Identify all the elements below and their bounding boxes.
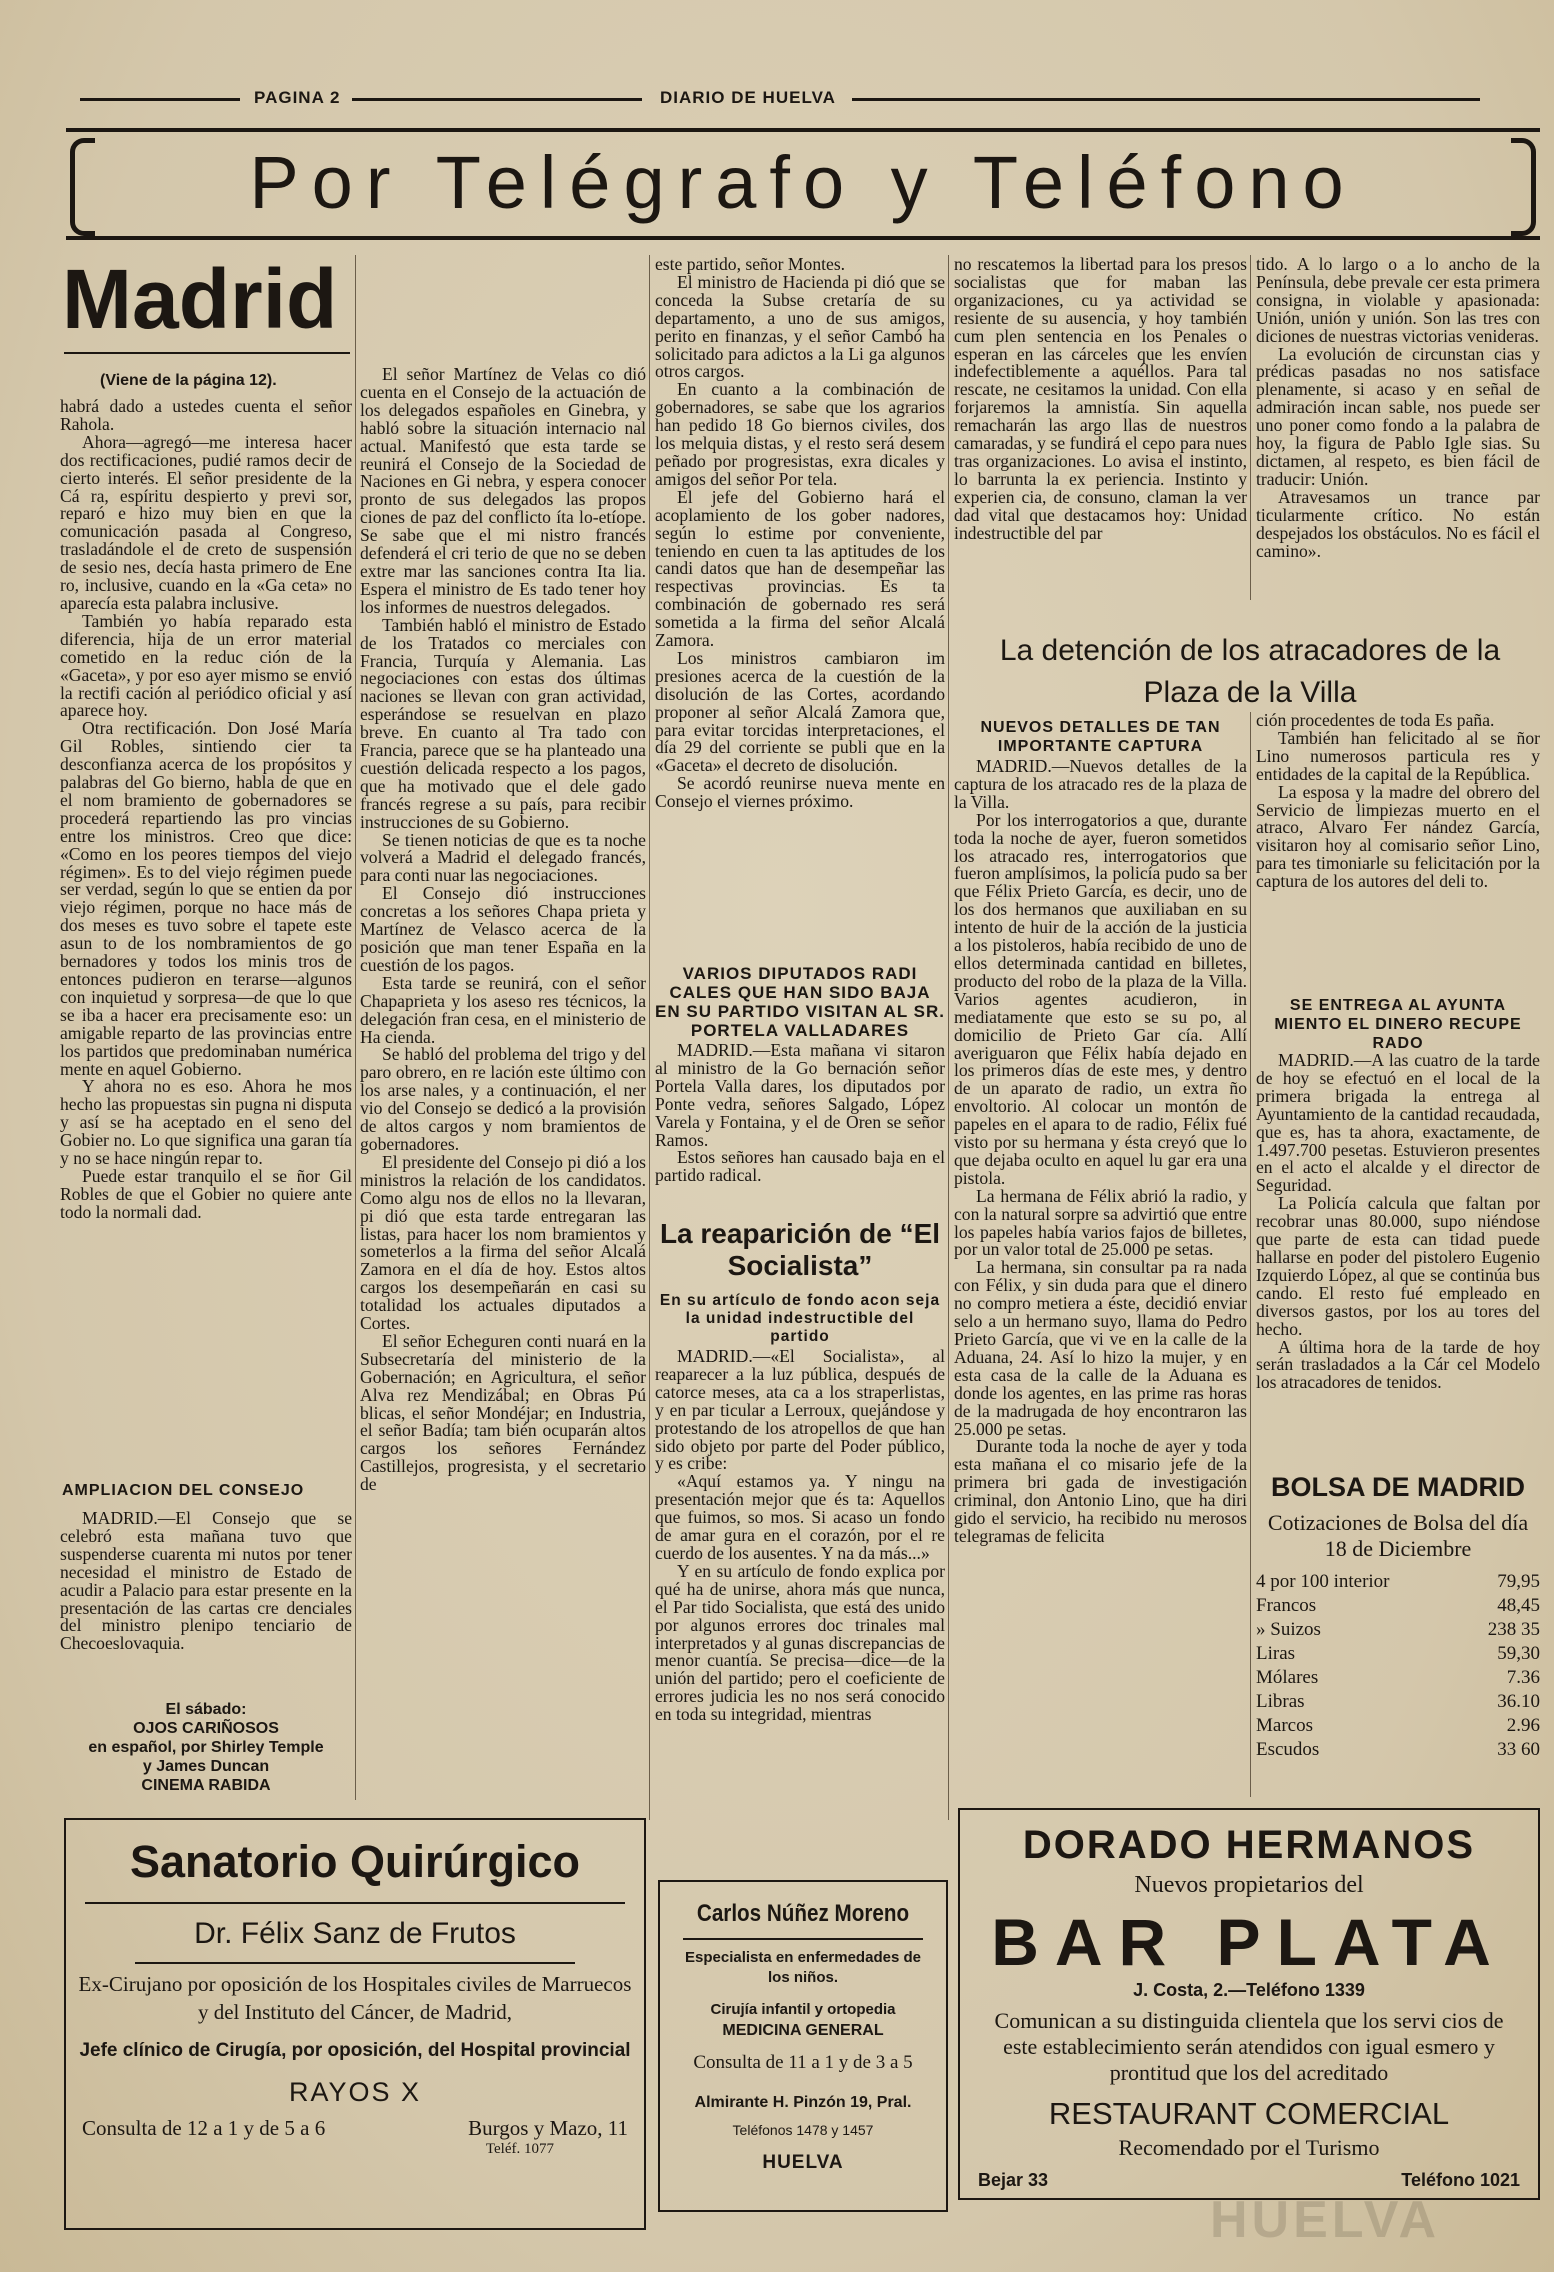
bolsa-row-label: Escudos <box>1256 1739 1320 1760</box>
ad-carlos-consulta: Consulta de 11 a 1 y de 3 a 5 <box>693 2052 913 2073</box>
ad-sanatorio-title: Sanatorio Quirúrgico <box>129 1836 581 1887</box>
ad-sanatorio-jefe: Jefe clínico de Cirugía, por oposición, del Hospital provincial <box>79 2040 631 2061</box>
ad-sanatorio-footer <box>66 2110 644 2141</box>
paragraph: Se habló del problema del trigo y del paro obrero, en re lación este último con los arse nales, y a continuación, el ner vio del Consejo se dedicó a la provisión de altos cargos y nom bramientos de gobernadores. <box>360 1044 646 1154</box>
column-separator <box>649 255 650 1820</box>
paragraph: Esta tarde se reunirá, con el señor Chapaprieta y los aseso res técnicos, la delegación fran cesa, en el ministerio de Ha cienda. <box>360 972 646 1047</box>
atracadores-column-6b <box>1256 1052 1540 1454</box>
paragraph: MADRID.—Esta mañana vi sitaron al ministro de la Go bernación señor Portela Valla dares, los diputados por Ponte vedra, señores Salgado, López Varela y Fontaina, y el de Oren se señor Ramos. <box>655 1042 945 1150</box>
bolsa-row-value: 33 60 <box>1497 1739 1540 1760</box>
bolsa-subtitle: Cotizaciones de Bolsa del día 18 de Diciembre <box>1267 1510 1529 1561</box>
bolsa-row <box>1256 1690 1540 1714</box>
paragraph: MADRID.—«El Socialista», al reaparecer a la luz pública, después de catorce meses, ata ca a los straperlistas, y en par ticular a Lerroux, quejándose y protestando de los atropellos de que han sido objeto por parte del Poder público, y es cribe: <box>655 1348 945 1474</box>
bolsa-row <box>1256 1618 1540 1642</box>
atracadores-column-5 <box>954 758 1247 1804</box>
paragraph: El jefe del Gobierno hará el acoplamiento de los gober nadores, según lo estime por conveniente, teniendo en cuen ta las aptitudes de los candi datos que han de desempeñar las respectivas provincias. Es ta combinación de gobernado res será sometida a la firma del señor Alcalá Zamora. <box>655 486 945 651</box>
socialista-subhead: En su artículo de fondo acon seja la unidad indestructible del partido <box>659 1292 941 1345</box>
bolsa-row-label: Mólares <box>1256 1667 1319 1688</box>
bolsa-section <box>1256 1470 1540 1762</box>
divider <box>135 1962 575 1964</box>
ad-dorado-bejar: Bejar 33 <box>978 2170 1049 2190</box>
paragraph: ción procedentes de toda Es paña. <box>1256 712 1495 730</box>
bolsa-row-label: » Suizos <box>1256 1619 1321 1640</box>
bolsa-row-value: 79,95 <box>1497 1571 1540 1592</box>
bolsa-row <box>1256 1738 1540 1762</box>
paragraph: También yo había reparado esta diferencia, hija de un error material cometido en la reduc ción de la «Gaceta», y por eso ayer mismo se envió la rectifi cación al periódico oficial y así aparece hoy. <box>60 610 352 721</box>
ad-dorado <box>958 1808 1540 2200</box>
bolsa-row-label: Marcos <box>1256 1715 1313 1736</box>
socialista-body <box>655 1348 945 1860</box>
bolsa-row-value: 2.96 <box>1506 1715 1540 1736</box>
divider <box>85 1902 625 1904</box>
paragraph: La Policía calcula que faltan por recobrar unas 80.000, supo niéndose que parte de esta can tidad puede hallarse en poder del pistolero Eugenio Izquierdo López, al que se continúa bus cando. El resto fué empleado en diversos gastos, por los au tores del hecho. <box>1256 1193 1540 1339</box>
paragraph: Otra rectificación. Don José María Gil Robles, sintiendo cier ta desconfianza acerca de los propósitos y palabras del Go bierno, habla de que en el nom bramiento de gobernadores se procederá repartiendo las pro vincias entre los ministros. Creo que dice: «Como en los peores tiempos del viejo régimen». Es to del viejo régimen puede ser verdad, según lo que se entien da por viejo régimen, porque no hace más de dos meses es tuvo sobre el tapete este asun to de los nombramientos de go bernadores y todos los minis tros de entonces pudieron en terarse—algunos con inquietud y sorpresa—de que lo que se iba a hacer era precisamente eso: un amigable reparto de las provincias entre los partidos que predominaban numérica mente en aquel Gobierno. <box>60 718 352 1079</box>
ad-dorado-addr: J. Costa, 2.—Teléfono 1339 <box>1133 1980 1365 2000</box>
socialista-column-6 <box>1256 256 1540 616</box>
paragraph: tido. A lo largo o a lo ancho de la Península, debe prevale cer esta primera consigna, in violable y apasionada: Unión, unión y unión. Son las tres con diciones de nuestras victorias venideras. <box>1256 256 1540 346</box>
paragraph: MADRID.—Nuevos detalles de la captura de los atracado res de la plaza de la Villa. <box>954 758 1247 812</box>
paragraph: El Consejo dió instrucciones concretas a los señores Chapa prieta y Martínez de Velasco acerca de la posición que man tener España en la cuestión de los pagos. <box>360 883 646 975</box>
paragraph: Y ahora no es eso. Ahora he mos hecho las propuestas sin pugna ni disputa y así se ha aceptado en el seno del Gobier no. Lo que significa una garan tía y no se hace ningún repar to. <box>60 1076 352 1169</box>
bolsa-title: BOLSA DE MADRID <box>1271 1472 1525 1502</box>
diputados-body <box>655 1042 945 1214</box>
ad-carlos-cir: Cirujía infantil y ortopedia <box>710 2001 896 2018</box>
paragraph: Durante toda la noche de ayer y toda esta mañana el co misario jefe de la primera bri gada de investigación criminal, don Antonio Lino, que ha diri gido el servicio, ha recibido nu merosos telegramas de felicita <box>954 1436 1247 1546</box>
paragraph: Se tienen noticias de que es ta noche volverá a Madrid el delegado francés, para conti nuar las negociaciones. <box>360 829 646 886</box>
ad-carlos-name: Carlos Núñez Moreno <box>696 1900 910 1927</box>
section-banner <box>66 128 1540 240</box>
bolsa-row-label: 4 por 100 interior <box>1256 1571 1390 1592</box>
bolsa-row-value: 7.36 <box>1506 1667 1540 1688</box>
paragraph: Atravesamos un trance par ticularmente crítico. No están despejados los obstáculos. No es fácil el camino». <box>1256 486 1540 561</box>
column-separator <box>1250 255 1251 600</box>
cinema-line: El sábado: <box>165 1701 247 1718</box>
paragraph: Estos señores han causado baja en el partido radical. <box>655 1147 945 1186</box>
ad-sanatorio <box>64 1818 646 2230</box>
bolsa-row-label: Liras <box>1256 1643 1296 1664</box>
paragraph: El señor Echeguren conti nuará en la Subsecretaría del ministerio de la Gobernación; en Agricultura, el señor Alva rez Mendizábal; en Obras Pú blicas, el señor Mondéjar; en Industria, el señor Badía; tam bién ocuparán altos cargos los señores Fernández Castillejos, progresista, y el secretario de <box>360 1330 646 1495</box>
ad-dorado-text: Comunican a su distinguida clientela que los servi cios de este establecimiento serán atendidos con igual esmero y prontitud que los del acreditado <box>994 2008 1504 2085</box>
ad-carlos-med: MEDICINA GENERAL <box>722 2022 884 2039</box>
section-title: Por Telégrafo y Teléfono <box>249 141 1357 224</box>
paragraph: MADRID.—A las cuatro de la tarde de hoy se efectuó en el local de la primera brigada la entrega al Ayuntamiento de la cantidad recaudada, que es, has ta ahora, exactamente, de 1.497.700 pesetas. Estuvieron presentes en el acto el alcalde y el director de Seguridad. <box>1256 1052 1540 1196</box>
column-separator <box>355 255 356 1800</box>
brace-right-icon <box>1511 138 1536 236</box>
paragraph: La esposa y la madre del obrero del Servicio de limpiezas muerto en el atraco, Alvaro Fer nández García, visitaron hoy al comisario señor Lino, para tes timoniarle su felicitación por la captura de los autores del deli to. <box>1256 781 1540 892</box>
cinema-line: OJOS CARIÑOSOS <box>133 1720 279 1737</box>
bolsa-row-value: 36.10 <box>1497 1691 1540 1712</box>
ad-carlos-tel: Teléfonos 1478 y 1457 <box>732 2122 874 2138</box>
bolsa-row <box>1256 1594 1540 1618</box>
paragraph: El ministro de Hacienda pi dió que se conceda la Subse cretaría de su departamento, a uno de sus amigos, perito en finanzas, y el señor Cambó ha solicitado para adictos a la Li ga algunos otros cargos. <box>655 271 945 382</box>
bolsa-row-label: Libras <box>1256 1691 1305 1712</box>
paragraph: MADRID.—El Consejo que se celebró esta mañana tuvo que suspenderse cuarenta mi nutos por tener necesidad el ministro de Estado de acudir a Palacio para estar presente en la presentación de las cartas cre denciales del ministro plenipo tenciario de Checoeslovaquia. <box>60 1510 352 1654</box>
ad-dorado-footer <box>960 2162 1538 2191</box>
madrid-column-3 <box>655 256 945 952</box>
paragraph: En cuanto a la combinación de gobernadores, se sabe que los agrarios han pedido 18 Go biernos civiles, dos los melquia distas, y el resto será desem peñado por progresistas, exra dicales y amigos del señor Por tela. <box>655 379 945 489</box>
ad-carlos-esp: Especialista en enfermedades de los niños. <box>685 1949 921 1986</box>
paragraph: La hermana, sin consultar pa ra nada con Félix, y sin duda para que el dinero no compro metiera a éste, decidió enviar selo a un hermano suyo, llama do Pedro Prieto García, que vi ve en la calle de la Aduana, 24. Así lo hizo la mujer, y en esta casa de la calle de la Aduana es donde los agentes, en las prime ras horas de la madrugada de hoy encontraron las 25.000 pe setas. <box>954 1257 1247 1439</box>
ad-carlos <box>658 1880 948 2212</box>
ad-dorado-title: DORADO HERMANOS <box>1022 1823 1476 1867</box>
madrid-column-2 <box>360 366 646 1796</box>
paragraph: La hermana de Félix abrió la radio, y con la natural sorpre sa advirtió que entre los papeles había varios fajos de billetes, por un valor total de 25.000 pe setas. <box>954 1185 1247 1260</box>
ad-carlos-city: HUELVA <box>762 2152 844 2173</box>
archive-watermark: HUELVA <box>1210 2191 1441 2249</box>
cinema-line: y James Duncan <box>142 1758 270 1775</box>
atracadores-column-6 <box>1256 712 1540 984</box>
ad-dorado-rec: Recomendado por el Turismo <box>1118 2135 1380 2160</box>
diputados-headline: VARIOS DIPUTADOS RADI CALES QUE HAN SIDO BAJA EN SU PARTIDO VISITAN AL SR. PORTELA VALLADARES <box>655 964 945 1040</box>
paragraph: «Aquí estamos ya. Y ningu na presentación mejor que és ta: Aquellos que fuimos, so mos. Si acaso un fondo de amar gura en el corazón, por el re cuerdo de los ausentes. Y na da más...» <box>655 1471 945 1563</box>
bolsa-row <box>1256 1714 1540 1738</box>
ad-carlos-dir: Almirante H. Pinzón 19, Pral. <box>694 2094 912 2111</box>
ad-sanatorio-doctor: Dr. Félix Sanz de Frutos <box>194 1917 516 1950</box>
paragraph: Y en su artículo de fondo explica por qué ha de unirse, ahora más que nunca, el Par tido Socialista, que está des unido por algunos errores doc trinales mal interpretados y al gunas discrepancias de menor cuantía. Se precisa—dice—de la unión del partido; pero el coeficiente de errores judicia les no nos será conocido en toda su integridad, mientras <box>655 1560 945 1725</box>
header-rule-left <box>80 98 240 101</box>
madrid-headline: Madrid <box>62 252 338 346</box>
paragraph: La evolución de circunstan cias y prédicas pasadas no nos satisface plenamente, si acaso y en señal de admiración incan sable, nos puede ser uno poner como fondo a la palabra de hoy, la figura de Pablo Igle sias. Su dictamen, al respeto, es bien fácil de traducir: Unión. <box>1256 343 1540 489</box>
socialista-headline: La reaparición de “El Socialista” <box>659 1218 941 1281</box>
divider <box>683 1938 923 1940</box>
paragraph: Se acordó reunirse nueva mente en Consejo el viernes próximo. <box>655 773 945 812</box>
madrid-column-1 <box>60 398 352 1476</box>
socialista-column-5 <box>954 256 1247 616</box>
ad-sanatorio-desc: Ex-Cirujano por oposición de los Hospitales civiles de Marruecos y del Instituto del Cáncer, de Madrid, <box>78 1972 632 2024</box>
ad-sanatorio-direccion: Burgos y Mazo, 11 <box>468 2116 628 2140</box>
bolsa-row-label: Francos <box>1256 1595 1317 1616</box>
cinema-line: CINEMA RABIDA <box>141 1777 271 1794</box>
header-rule-mid <box>352 98 642 101</box>
subhead-ampliacion: AMPLIACION DEL CONSEJO <box>62 1482 305 1499</box>
paragraph: este partido, señor Montes. <box>655 256 846 274</box>
bolsa-table <box>1256 1570 1540 1762</box>
header-rule-right <box>852 98 1480 101</box>
continued-note: (Viene de la página 12). <box>100 372 277 389</box>
cinema-line: en español, por Shirley Temple <box>88 1739 324 1756</box>
paragraph: El señor Martínez de Velas co dió cuenta en el Consejo de la actuación de los delegados españoles en Ginebra, y habló sobre la situación internacio nal actual. Manifestó que esta tarde se reunirá el Consejo de la Sociedad de Naciones en Gi nebra, y espera conocer pronto de sus delegados las propos ciones de paz del conflicto íta lo-etíope. Se sabe que el mi nistro francés defenderá el cri terio de que no se deben extre mar las sanciones contra Ita lia. Espera el ministro de Es tado tener hoy los informes de nuestros delegados. <box>360 366 646 617</box>
ad-sanatorio-telef: Teléf. 1077 <box>485 2141 554 2157</box>
paragraph: A última hora de la tarde de hoy serán trasladados a la Cár cel Modelo los atracadores de tenidos. <box>1256 1336 1540 1393</box>
paragraph: El presidente del Consejo pi dió a los ministros la relación de los candidatos. Como algu nos de ellos no la llevaran, pi dió que esta tarde entregaran las listas, para hacer los nom bramientos y someterlos a la firma del señor Alcalá Zamora en el día de hoy. Estos altos cargos los desempeñarán en casi su totalidad los actuales diputados a Cortes. <box>360 1151 646 1334</box>
paragraph: habrá dado a ustedes cuenta el señor Rahola. <box>60 398 352 434</box>
bolsa-row <box>1256 1570 1540 1594</box>
bolsa-row-value: 48,45 <box>1497 1595 1540 1616</box>
atracadores-kicker-2: SE ENTREGA AL AYUNTA MIENTO EL DINERO RECUPE RADO <box>1274 997 1522 1052</box>
paragraph: También habló el ministro de Estado de los Tratados co merciales con Francia, Turquía y Alemania. Las negociaciones con estas dos últimas naciones se llevan con gran actividad, esperándose se resuelvan en plazo breve. En cuanto al Tra tado con Francia, parece que se ha planteado una cuestión delicada respecto a los pagos, que ha motivado que el dele gado francés regrese a su país, para recibir instrucciones de su Gobierno. <box>360 614 646 832</box>
paragraph: no rescatemos la libertad para los presos socialistas que for maban las organizaciones, cu ya actividad se resiente de su ausencia, y hoy también cum plen sentencia en los Penales o esperan en las cárceles que les envíen indefectiblemente a aquéllos. Para tal rescate, ne cesitamos la unidad. Con ella forjaremos la amnistía. Sin aquella remacharán las argo llas de nuestros camaradas, y se fundirá el cepo para nues tras organizaciones. Lo avisa el instinto, lo barrunta la ex periencia. Instinto y experien cia, de consuno, claman la ver dad vital que destacamos hoy: Unidad indestructible del par <box>954 256 1247 543</box>
ad-sanatorio-rayos: RAYOS X <box>288 2077 422 2107</box>
ad-dorado-sub: Nuevos propietarios del <box>1134 1872 1364 1898</box>
headline-underline <box>64 352 350 354</box>
atracadores-headline: La detención de los atracadores de la Plaza de la Villa <box>999 634 1501 709</box>
paper-name: DIARIO DE HUELVA <box>660 88 836 107</box>
paragraph: Por los interrogatorios a que, durante toda la noche de ayer, fueron sometidos los atracado res, interrogatorios que fueron amplísimos, la policía pudo sa ber que Félix Prieto García, es decir, uno de los dos hermanos que auxiliaban en su intento de huir de la acción de la justicia a los pistoleros, había recibido de uno de ellos determinada cantidad en billetes, producto del robo de la plaza de la Villa. Varios agentes acudieron, in mediatamente que esto se su po, al domicilio de Prieto Gar cía. Allí averiguaron que Félix había dejado en los primeros días de este mes, y dentro de un aparato de radio, un extra ño envoltorio. Al colocar un montón de papeles en el apara to de radio, Félix fué visto por su hermana y ésta creyó que lo que dejaba oculto en aquel lu gar era una pistola. <box>954 809 1247 1188</box>
ad-dorado-rest: RESTAURANT COMERCIAL <box>1048 2096 1450 2131</box>
ad-dorado-tel: Teléfono 1021 <box>1401 2170 1520 2190</box>
ad-sanatorio-consulta: Consulta de 12 a 1 y de 5 a 6 <box>82 2116 326 2140</box>
paragraph: Los ministros cambiaron im presiones acerca de la cuestión de la disolución de las Cortes, acordando proponer al señor Alcalá Zamora que, para evitar torcidas interpretaciones, el día 29 del corriente se publi que en la «Gaceta» el decreto de disolución. <box>655 647 945 776</box>
column-separator <box>1250 712 1251 1797</box>
bolsa-row <box>1256 1666 1540 1690</box>
paragraph: También han felicitado al se ñor Lino numerosos particula res y entidades de la capital de la República. <box>1256 727 1540 784</box>
page-number: PAGINA 2 <box>254 88 341 107</box>
bolsa-row <box>1256 1642 1540 1666</box>
column-separator <box>948 255 949 1820</box>
madrid-column-1b <box>60 1510 352 1675</box>
bolsa-row-value: 59,30 <box>1497 1643 1540 1664</box>
cinema-notice <box>60 1700 352 1795</box>
ad-dorado-bar: BAR PLATA <box>991 1905 1507 1979</box>
bolsa-row-value: 238 35 <box>1487 1619 1540 1640</box>
atracadores-kicker: NUEVOS DETALLES DE TAN IMPORTANTE CAPTURA <box>980 719 1221 755</box>
paragraph: Ahora—agregó—me interesa hacer dos rectificaciones, pudié ramos decir de cierto interés. El señor presidente de la Cá ra, espíritu despierto y previ sor, reparó e hizo muy bien en que la comunicación pasada al Congreso, trasladándole el de creto de suspensión de sesio nes, decía hasta primero de Ene ro, inclusive, cuando en la «Ga ceta» no aparecía esta palabra inclusive. <box>60 431 352 613</box>
paragraph: Puede estar tranquilo el se ñor Gil Robles de que el Gobier no quiere ante todo la normali dad. <box>60 1165 352 1222</box>
